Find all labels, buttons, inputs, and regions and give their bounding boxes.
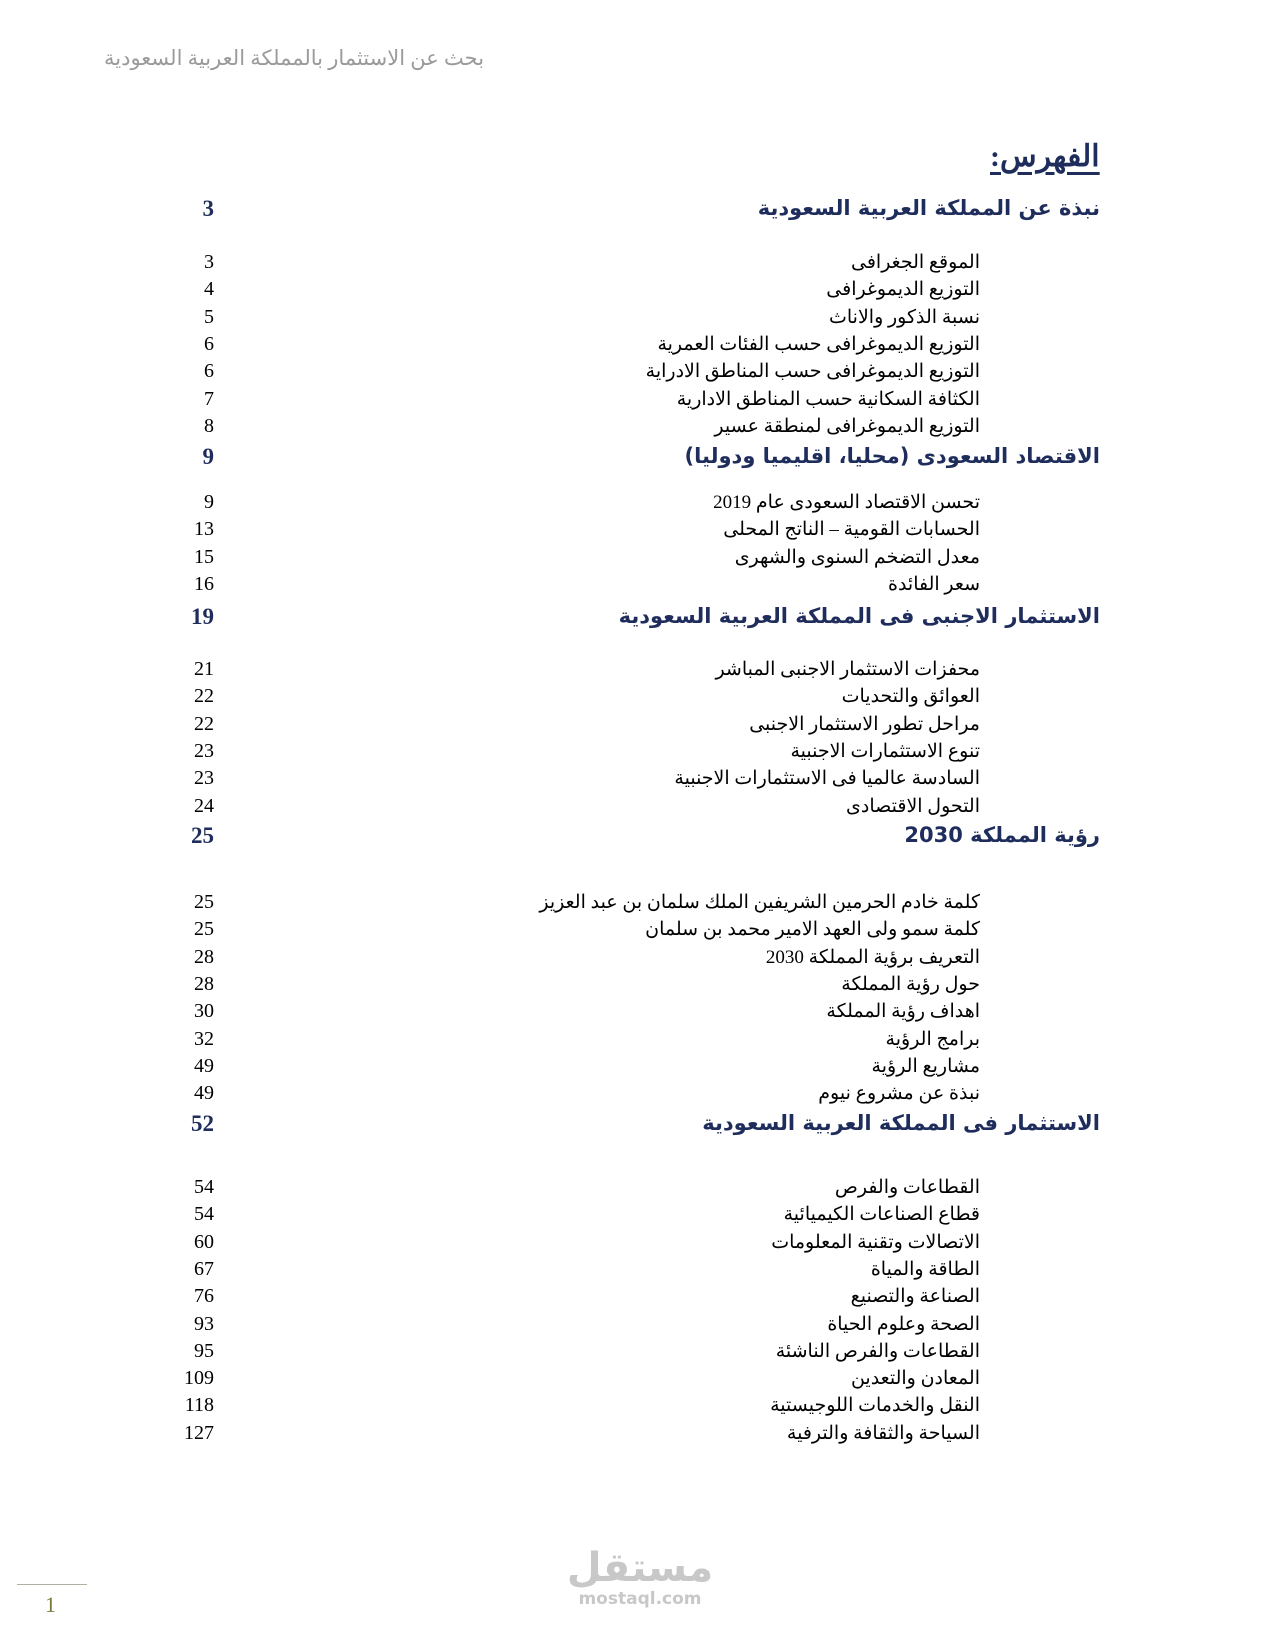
toc-entry-title: التوزيع الديموغرافى bbox=[826, 279, 980, 301]
toc-section-page-number: 19 bbox=[191, 604, 214, 629]
toc-entry-row bbox=[180, 333, 1100, 363]
toc-entry-page-number: 32 bbox=[194, 1027, 214, 1050]
toc-entry-row bbox=[180, 360, 1100, 390]
toc-entry-title: الكثافة السكانية حسب المناطق الادارية bbox=[676, 388, 980, 410]
toc-section-row bbox=[180, 604, 1100, 634]
toc-section-page-number: 25 bbox=[191, 823, 214, 848]
toc-entry-title: العوائق والتحديات bbox=[841, 686, 980, 708]
toc-entry-row bbox=[180, 546, 1100, 576]
toc-entry-row bbox=[180, 1340, 1100, 1370]
toc-entry-row bbox=[180, 918, 1100, 948]
toc-entry-title: القطاعات والفرص الناشئة bbox=[775, 1340, 980, 1362]
toc-section-title: الاستثمار فى المملكة العربية السعودية bbox=[702, 1111, 1100, 1135]
toc-entry-row bbox=[180, 1367, 1100, 1397]
toc-entry-title: التوزيع الديموغرافى حسب الفئات العمرية bbox=[657, 333, 980, 355]
toc-entry-page-number: 95 bbox=[194, 1339, 214, 1362]
watermark-latin-text: mostaql.com bbox=[578, 1589, 702, 1609]
toc-entry-row bbox=[180, 946, 1100, 976]
toc-entry-page-number: 8 bbox=[204, 414, 214, 437]
toc-entry-row bbox=[180, 713, 1100, 743]
toc-entry-row bbox=[180, 685, 1100, 715]
toc-entry-title: السياحة والثقافة والترفية bbox=[786, 1422, 980, 1444]
toc-entry-page-number: 109 bbox=[184, 1367, 214, 1390]
toc-entry-page-number: 93 bbox=[194, 1312, 214, 1335]
toc-entry-title: السادسة عالميا فى الاستثمارات الاجنبية bbox=[674, 768, 980, 790]
toc-entry-title: معدل التضخم السنوى والشهرى bbox=[734, 546, 980, 568]
watermark-logo bbox=[560, 1546, 720, 1608]
toc-entry-title: برامج الرؤية bbox=[885, 1028, 980, 1050]
toc-entry-page-number: 76 bbox=[194, 1285, 214, 1308]
toc-entry-title: محفزات الاستثمار الاجنبى المباشر bbox=[715, 659, 980, 680]
toc-section-row bbox=[180, 1111, 1100, 1141]
toc-entry-page-number: 21 bbox=[194, 658, 214, 680]
toc-entry-page-number: 49 bbox=[194, 1082, 214, 1105]
toc-entry-row bbox=[180, 251, 1100, 281]
toc-entry-title: القطاعات والفرص bbox=[834, 1177, 980, 1198]
toc-entry-row bbox=[180, 740, 1100, 770]
toc-entry-page-number: 6 bbox=[204, 360, 214, 383]
toc-entry-row bbox=[180, 973, 1100, 1003]
toc-entry-title: نبذة عن مشروع نيوم bbox=[818, 1083, 980, 1105]
toc-entry-title: التحول الاقتصادى bbox=[846, 795, 980, 817]
toc-entry-title: الصحة وعلوم الحياة bbox=[827, 1313, 980, 1335]
toc-entry-page-number: 4 bbox=[204, 278, 214, 301]
toc-entry-title: الطاقة والمياة bbox=[870, 1258, 980, 1280]
toc-entry-page-number: 25 bbox=[194, 918, 214, 941]
toc-entry-title: الاتصالات وتقنية المعلومات bbox=[771, 1231, 980, 1253]
toc-entry-title: تحسن الاقتصاد السعودى عام 2019 bbox=[713, 492, 980, 513]
toc-entry-row bbox=[180, 795, 1100, 825]
toc-section-title: الاقتصاد السعودى (محليا، اقليميا ودوليا) bbox=[684, 444, 1100, 468]
toc-entry-title: سعر الفائدة bbox=[887, 573, 980, 595]
toc-section-title: نبذة عن المملكة العربية السعودية bbox=[757, 196, 1100, 220]
toc-entry-page-number: 127 bbox=[184, 1421, 214, 1444]
toc-entry-page-number: 118 bbox=[184, 1394, 214, 1417]
toc-entry-row bbox=[180, 891, 1100, 921]
toc-entry-row bbox=[180, 388, 1100, 418]
toc-entry-page-number: 23 bbox=[194, 739, 214, 762]
toc-section-title: رؤية المملكة 2030 bbox=[904, 823, 1100, 847]
toc-entry-row bbox=[180, 415, 1100, 445]
toc-entry-title: التوزيع الديموغرافى لمنطقة عسير bbox=[714, 415, 980, 437]
toc-entry-title: النقل والخدمات اللوجيستية bbox=[770, 1395, 980, 1417]
toc-entry-title: حول رؤية المملكة bbox=[841, 973, 980, 995]
page-header: بحث عن الاستثمار بالمملكة العربية السعودية bbox=[104, 46, 485, 70]
toc-entry-title: التعريف برؤية المملكة 2030 bbox=[765, 946, 980, 968]
toc-entry-title: اهداف رؤية المملكة bbox=[826, 1001, 980, 1023]
toc-entry-row bbox=[180, 1422, 1100, 1452]
toc-entry-row bbox=[180, 1176, 1100, 1206]
toc-entry-page-number: 60 bbox=[194, 1230, 214, 1253]
toc-entry-page-number: 13 bbox=[194, 518, 214, 541]
toc-entry-row bbox=[180, 278, 1100, 308]
toc-section-row bbox=[180, 196, 1100, 226]
toc-title: الفهرس: bbox=[990, 140, 1100, 173]
toc-entry-page-number: 54 bbox=[194, 1203, 214, 1226]
toc-entry-title: الصناعة والتصنيع bbox=[850, 1286, 980, 1308]
toc-entry-title: نسبة الذكور والاناث bbox=[829, 306, 980, 328]
toc-entry-page-number: 30 bbox=[194, 1000, 214, 1023]
toc-entry-page-number: 28 bbox=[194, 945, 214, 968]
toc-entry-title: تنوع الاستثمارات الاجنبية bbox=[790, 740, 980, 762]
toc-entry-page-number: 49 bbox=[194, 1054, 214, 1077]
toc-entry-page-number: 6 bbox=[204, 332, 214, 355]
toc-entry-row bbox=[180, 1313, 1100, 1343]
toc-entry-row bbox=[180, 1394, 1100, 1424]
toc-entry-title: كلمة سمو ولى العهد الامير محمد بن سلمان bbox=[645, 919, 980, 941]
toc-entry-row bbox=[180, 1231, 1100, 1261]
toc-entry-page-number: 23 bbox=[194, 767, 214, 790]
watermark-arabic-text: مستقل bbox=[566, 1545, 714, 1591]
toc-entry-page-number: 22 bbox=[194, 712, 214, 735]
toc-entry-row bbox=[180, 1082, 1100, 1112]
footer-divider bbox=[17, 1584, 87, 1585]
toc-entry-page-number: 16 bbox=[194, 572, 214, 595]
toc-section-page-number: 9 bbox=[202, 444, 214, 469]
toc-section-page-number: 3 bbox=[202, 196, 214, 221]
toc-entry-row bbox=[180, 518, 1100, 548]
toc-entry-page-number: 67 bbox=[194, 1257, 214, 1280]
toc-entry-row bbox=[180, 658, 1100, 688]
toc-entry-row bbox=[180, 306, 1100, 336]
toc-entry-page-number: 5 bbox=[204, 305, 214, 328]
toc-section-page-number: 52 bbox=[191, 1111, 214, 1136]
toc-section-title: الاستثمار الاجنبى فى المملكة العربية السعودية bbox=[618, 604, 1100, 628]
toc-entry-title: قطاع الصناعات الكيميائية bbox=[783, 1204, 980, 1226]
toc-entry-page-number: 7 bbox=[204, 387, 214, 410]
toc-entry-row bbox=[180, 573, 1100, 603]
toc-entry-row bbox=[180, 1258, 1100, 1288]
toc-entry-page-number: 9 bbox=[204, 491, 214, 513]
toc-entry-title: المعادن والتعدين bbox=[850, 1368, 980, 1390]
footer-page-number: 1 bbox=[45, 1592, 56, 1617]
toc-entry-page-number: 24 bbox=[194, 794, 214, 817]
toc-entry-page-number: 25 bbox=[194, 891, 214, 913]
toc-entry-row bbox=[180, 767, 1100, 797]
toc-entry-row bbox=[180, 1028, 1100, 1058]
toc-entry-title: كلمة خادم الحرمين الشريفين الملك سلمان بن عبد العزيز bbox=[539, 892, 980, 913]
toc-entry-title: الموقع الجغرافى bbox=[851, 252, 980, 273]
toc-entry-row bbox=[180, 1203, 1100, 1233]
toc-entry-row bbox=[180, 1055, 1100, 1085]
toc-entry-row bbox=[180, 1000, 1100, 1030]
toc-entry-row bbox=[180, 1285, 1100, 1315]
toc-entry-title: مشاريع الرؤية bbox=[871, 1055, 980, 1077]
toc-entry-page-number: 15 bbox=[194, 545, 214, 568]
toc-section-row bbox=[180, 444, 1100, 474]
toc-entry-page-number: 28 bbox=[194, 972, 214, 995]
toc-entry-title: مراحل تطور الاستثمار الاجنبى bbox=[749, 713, 980, 735]
toc-entry-row bbox=[180, 491, 1100, 521]
toc-entry-page-number: 3 bbox=[204, 251, 214, 273]
toc-entry-page-number: 54 bbox=[194, 1176, 214, 1198]
toc-entry-title: التوزيع الديموغرافى حسب المناطق الادراية bbox=[645, 361, 980, 383]
toc-entry-page-number: 22 bbox=[194, 685, 214, 708]
toc-entry-title: الحسابات القومية – الناتج المحلى bbox=[723, 519, 980, 541]
toc-section-row bbox=[180, 823, 1100, 853]
